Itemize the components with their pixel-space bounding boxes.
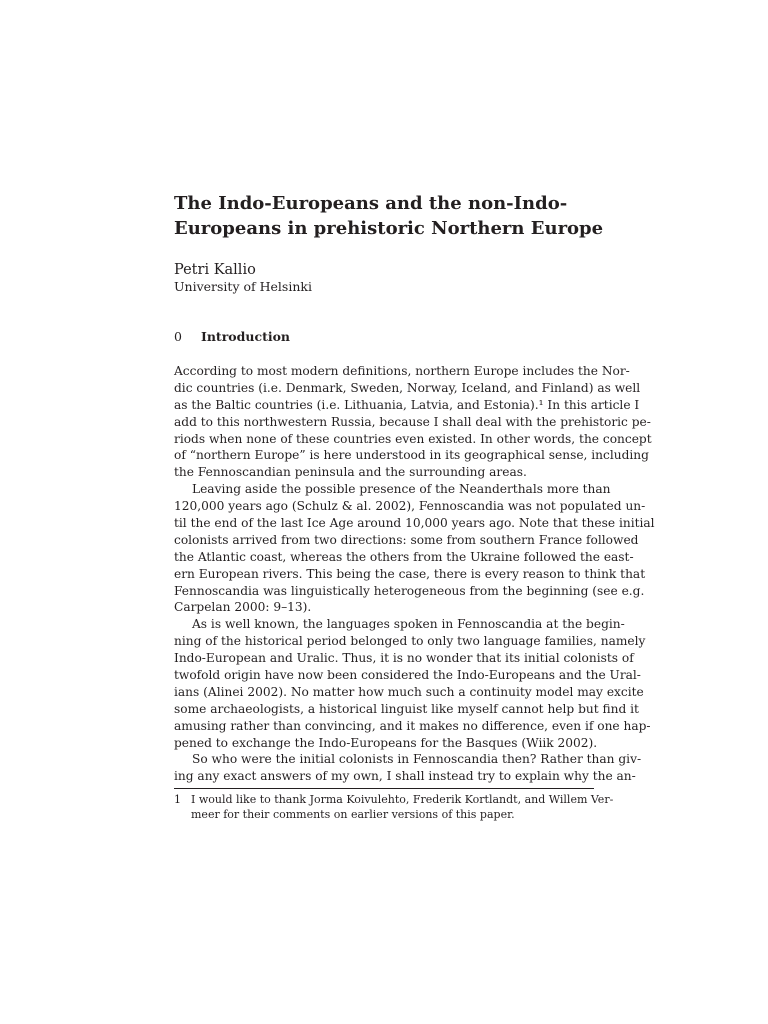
text-line: pened to exchange the Indo-Europeans for the Basques (Wiik 2002). [174, 735, 598, 750]
text-line: Carpelan 2000: 9–13). [174, 600, 312, 615]
text-line: add to this northwestern Russia, because I shall deal with the prehistoric pe- [174, 414, 651, 429]
text-line: colonists arrived from two directions: some from southern France followed [174, 532, 639, 547]
text-line: as the Baltic countries (i.e. Lithuania, Latvia, and Estonia).¹ In this article I [174, 397, 640, 412]
title-line: Europeans in prehistoric Northern Europe [174, 218, 604, 239]
text-line: riods when none of these countries even existed. In other words, the concept [174, 431, 652, 446]
text-line: ing any exact answers of my own, I shall instead try to explain why the an- [174, 769, 636, 784]
text-line: of “northern Europe” is here understood in its geographical sense, including [174, 448, 649, 463]
text-line: the Atlantic coast, whereas the others from the Ukraine followed the east- [174, 549, 634, 564]
title-line: The Indo-Europeans and the non-Indo- [174, 193, 568, 214]
author-name: Petri Kallio [174, 262, 256, 278]
footnote-text [191, 792, 614, 822]
text-line: As is well known, the languages spoken in Fennoscandia at the begin- [192, 617, 625, 632]
article-title [174, 191, 614, 241]
section-heading [174, 329, 290, 345]
section-title: Introduction [201, 329, 291, 344]
text-line: Fennoscandia was linguistically heterogeneous from the beginning (see e.g. [174, 583, 645, 598]
footnote-line: I would like to thank Jorma Koivulehto, Frederik Kortlandt, and Willem Ver- [191, 793, 614, 806]
text-line: amusing rather than convincing, and it makes no difference, even if one hap- [174, 718, 651, 733]
text-line: Indo-European and Uralic. Thus, it is no wonder that its initial colonists of [174, 651, 634, 666]
text-line: twofold origin have now been considered the Indo-Europeans and the Ural- [174, 668, 641, 683]
text-line: ians (Alinei 2002). No matter how much such a continuity model may excite [174, 684, 644, 699]
footnote-rule [174, 788, 594, 789]
text-line: Leaving aside the possible presence of the Neanderthals more than [192, 482, 611, 497]
text-line: some archaeologists, a historical linguist like myself cannot help but find it [174, 701, 639, 716]
text-line: So who were the initial colonists in Fennoscandia then? Rather than giv- [192, 752, 642, 767]
text-line: According to most modern definitions, northern Europe includes the Nor- [174, 364, 630, 378]
footnote-number: 1 [174, 793, 181, 806]
footnote-line: meer for their comments on earlier versions of this paper. [191, 808, 515, 821]
text-line: 120,000 years ago (Schulz & al. 2002), Fennoscandia was not populated un- [174, 499, 646, 514]
text-line: til the end of the last Ice Age around 10,000 years ago. Note that these initial [174, 516, 655, 531]
body-text [174, 363, 655, 785]
author-affiliation: University of Helsinki [174, 279, 312, 294]
text-line: dic countries (i.e. Denmark, Sweden, Norway, Iceland, and Finland) as well [174, 380, 641, 395]
text-line: ning of the historical period belonged to only two language families, namely [174, 634, 646, 649]
section-number: 0 [174, 329, 182, 344]
text-line: the Fennoscandian peninsula and the surrounding areas. [174, 465, 527, 480]
text-line: ern European rivers. This being the case, there is every reason to think that [174, 566, 646, 581]
